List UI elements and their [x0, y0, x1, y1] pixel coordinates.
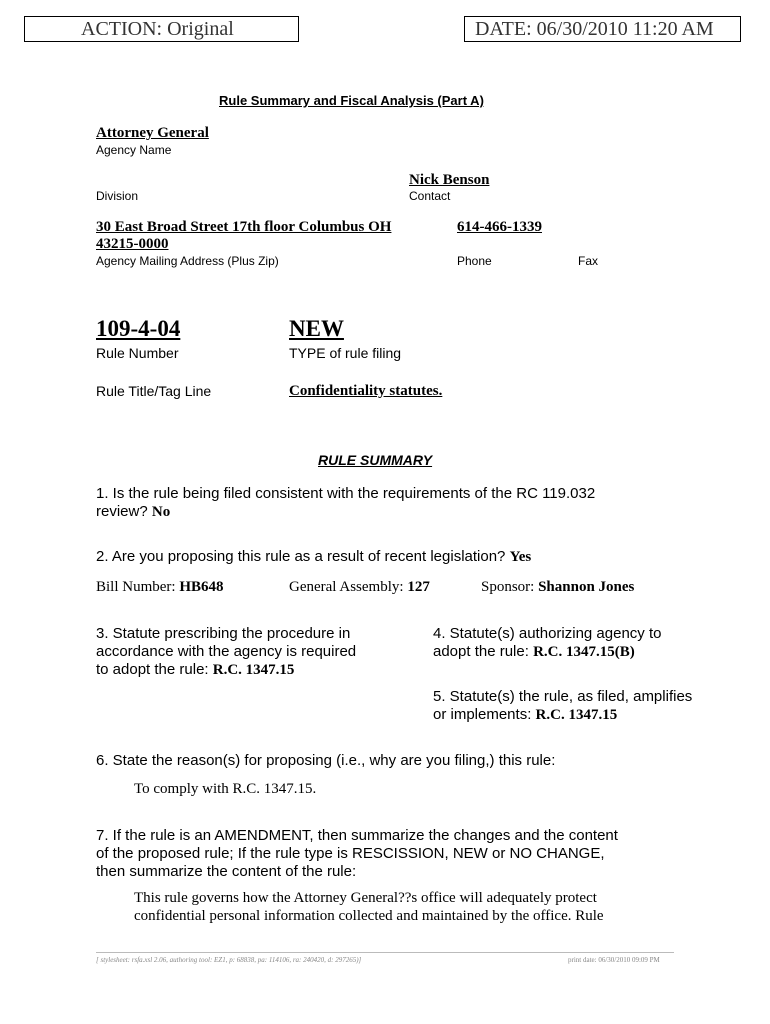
footer-stylesheet-info: [ stylesheet: rsfa.xsl 2.06, authoring tool: EZ1, p: 68838, pa: 114106, ra: 240420, d: 297265)]	[96, 956, 362, 964]
question-6: 6. State the reason(s) for proposing (i.e., why are you filing,) this rule:	[96, 752, 556, 769]
general-assembly-label: General Assembly:	[289, 579, 404, 595]
question-7-answer-line2: confidential personal information collected and maintained by the office. Rule	[134, 908, 604, 924]
question-1-line1: 1. Is the rule being filed consistent with the requirements of the RC 119.032	[96, 485, 596, 502]
question-5-line1: 5. Statute(s) the rule, as filed, amplifies	[433, 688, 693, 705]
agency-name-label: Agency Name	[96, 143, 172, 157]
address-line2: 43215-0000	[96, 236, 169, 252]
address-label: Agency Mailing Address (Plus Zip)	[96, 254, 279, 268]
question-4-line1: 4. Statute(s) authorizing agency to	[433, 625, 662, 642]
footer-divider	[96, 952, 674, 953]
bill-number	[96, 579, 224, 596]
question-1-text: review?	[96, 503, 148, 520]
question-6-answer: To comply with R.C. 1347.15.	[134, 781, 317, 797]
action-text: ACTION: Original	[81, 18, 234, 40]
question-4-answer: R.C. 1347.15(B)	[533, 644, 635, 660]
question-3-line3	[96, 661, 294, 679]
address-line1: 30 East Broad Street 17th floor Columbus OH	[96, 219, 392, 235]
general-assembly	[289, 579, 430, 596]
agency-name-value: Attorney General	[96, 125, 209, 141]
sponsor	[481, 579, 634, 596]
rule-type-label: TYPE of rule filing	[289, 345, 402, 361]
question-7-line1: 7. If the rule is an AMENDMENT, then summarize the changes and the content	[96, 827, 618, 844]
question-5-line2	[433, 706, 617, 724]
question-4-line2	[433, 643, 635, 661]
question-2	[96, 548, 531, 566]
question-7-line2: of the proposed rule; If the rule type is RESCISSION, NEW or NO CHANGE,	[96, 845, 605, 862]
contact-label: Contact	[409, 189, 451, 203]
question-1-line2	[96, 503, 170, 521]
bill-number-label: Bill Number:	[96, 579, 176, 595]
general-assembly-value: 127	[407, 579, 430, 595]
page-title: Rule Summary and Fiscal Analysis (Part A)	[219, 93, 484, 108]
contact-value: Nick Benson	[409, 172, 490, 188]
question-7-line3: then summarize the content of the rule:	[96, 863, 357, 880]
date-box	[464, 16, 741, 42]
action-box	[24, 16, 299, 42]
sponsor-value: Shannon Jones	[538, 579, 635, 595]
phone-value: 614-466-1339	[457, 219, 542, 235]
rule-type-value: NEW	[289, 316, 344, 341]
footer-print-date: print date: 06/30/2010 09:09 PM	[568, 956, 660, 964]
question-3-text: to adopt the rule:	[96, 661, 209, 678]
bill-number-value: HB648	[179, 579, 224, 595]
phone-label: Phone	[457, 254, 492, 268]
rule-number-label: Rule Number	[96, 345, 179, 361]
question-4-text: adopt the rule:	[433, 643, 529, 660]
question-2-answer: Yes	[509, 549, 532, 565]
question-7-answer-line1: This rule governs how the Attorney General??s office will adequately protect	[134, 890, 597, 906]
question-3-answer: R.C. 1347.15	[212, 662, 295, 678]
question-3-line2: accordance with the agency is required	[96, 643, 357, 660]
rule-number-value: 109-4-04	[96, 316, 181, 341]
rule-title-label: Rule Title/Tag Line	[96, 383, 212, 399]
question-5-answer: R.C. 1347.15	[535, 707, 618, 723]
fax-label: Fax	[578, 254, 599, 268]
question-3-line1: 3. Statute prescribing the procedure in	[96, 625, 351, 642]
date-text: DATE: 06/30/2010 11:20 AM	[475, 18, 714, 40]
sponsor-label: Sponsor:	[481, 579, 535, 595]
question-1-answer: No	[151, 504, 171, 520]
question-2-text: 2. Are you proposing this rule as a result of recent legislation?	[96, 548, 506, 565]
rule-title-value: Confidentiality statutes.	[289, 383, 443, 399]
question-5-text: or implements:	[433, 706, 532, 723]
rule-summary-heading: RULE SUMMARY	[318, 452, 433, 468]
division-label: Division	[96, 189, 139, 203]
